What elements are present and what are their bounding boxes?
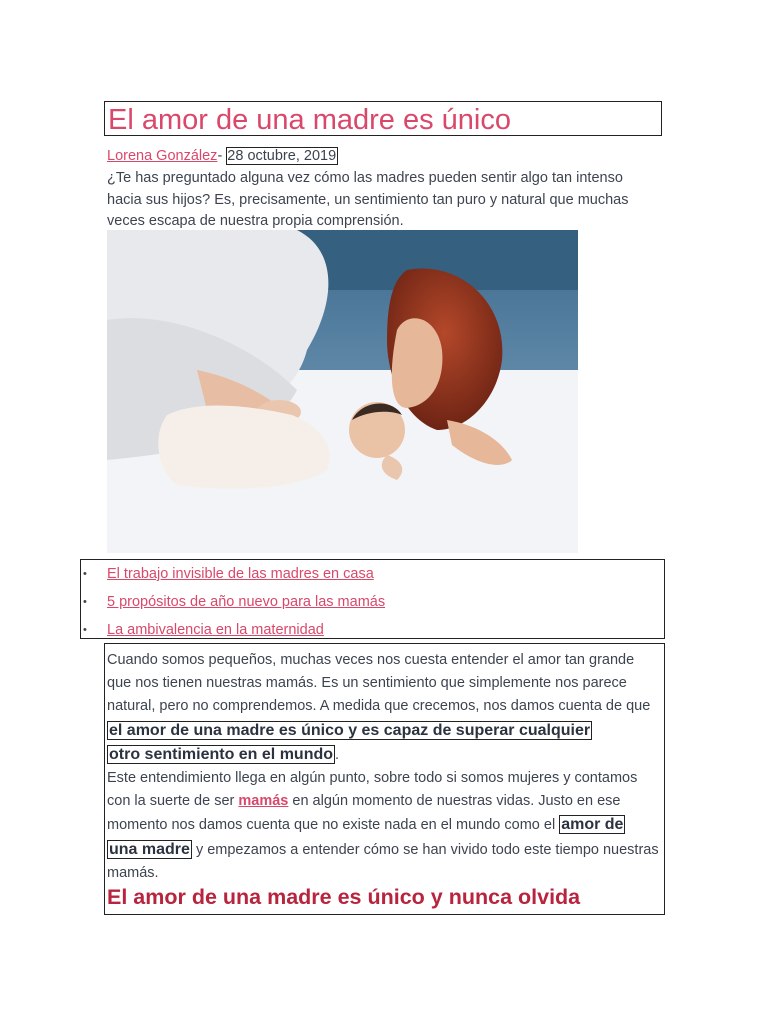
highlighted-phrase: otro sentimiento en el mundo xyxy=(109,745,334,763)
body-text: en algún momento de nuestras vidas. Justo en ese momento nos damos cuenta que no existe nada en el mundo como el xyxy=(107,793,621,834)
mamas-link[interactable]: mamás xyxy=(238,793,289,810)
body-text: Este entendimiento llega en algún punto, sobre todo si somos mujeres y contamos con la suerte de ser xyxy=(107,770,638,810)
body-text: . xyxy=(335,746,340,763)
date-separator: - xyxy=(217,148,227,164)
highlighted-phrase: una madre xyxy=(109,840,190,858)
article-body xyxy=(107,649,659,885)
related-links-box xyxy=(80,559,665,639)
hero-image-mother-kissing-baby xyxy=(107,230,578,553)
publish-date: 28 octubre, 2019 xyxy=(227,148,337,164)
related-link[interactable]: El trabajo invisible de las madres en casa xyxy=(107,566,374,582)
intro-paragraph: ¿Te has preguntado alguna vez cómo las madres pueden sentir algo tan intenso hacia sus hijos? Es, precisamente, un sentimiento tan puro y natural que muchas veces escapa de nuestra propia comprensión. xyxy=(107,170,629,229)
bullet: • xyxy=(83,596,87,608)
title-box xyxy=(104,101,662,136)
body-text: y empezamos a entender cómo se han vivido todo este tiempo nuestras mamás. xyxy=(107,841,659,881)
body-text: Cuando somos pequeños, muchas veces nos cuesta entender el amor tan grande que nos tienen nuestras mamás. Es un sentimiento que simplemente nos parece natural, pero no comprendemos. A medida que crecemos, nos damos cuenta de que xyxy=(107,652,651,715)
bullet: • xyxy=(83,568,87,580)
article-body-box xyxy=(104,643,665,915)
related-link[interactable]: La ambivalencia en la maternidad xyxy=(107,622,324,638)
section-heading: El amor de una madre es único y nunca olvida xyxy=(107,885,581,909)
bullet: • xyxy=(83,624,87,636)
highlighted-phrase: el amor de una madre es único y es capaz de superar cualquier xyxy=(109,721,591,739)
hero-illustration xyxy=(107,230,578,553)
related-link[interactable]: 5 propósitos de año nuevo para las mamás xyxy=(107,594,386,610)
highlighted-phrase: amor de xyxy=(561,816,624,834)
byline xyxy=(107,147,338,165)
article-title: El amor de una madre es único xyxy=(108,104,511,136)
author-link[interactable]: Lorena González xyxy=(107,148,218,164)
